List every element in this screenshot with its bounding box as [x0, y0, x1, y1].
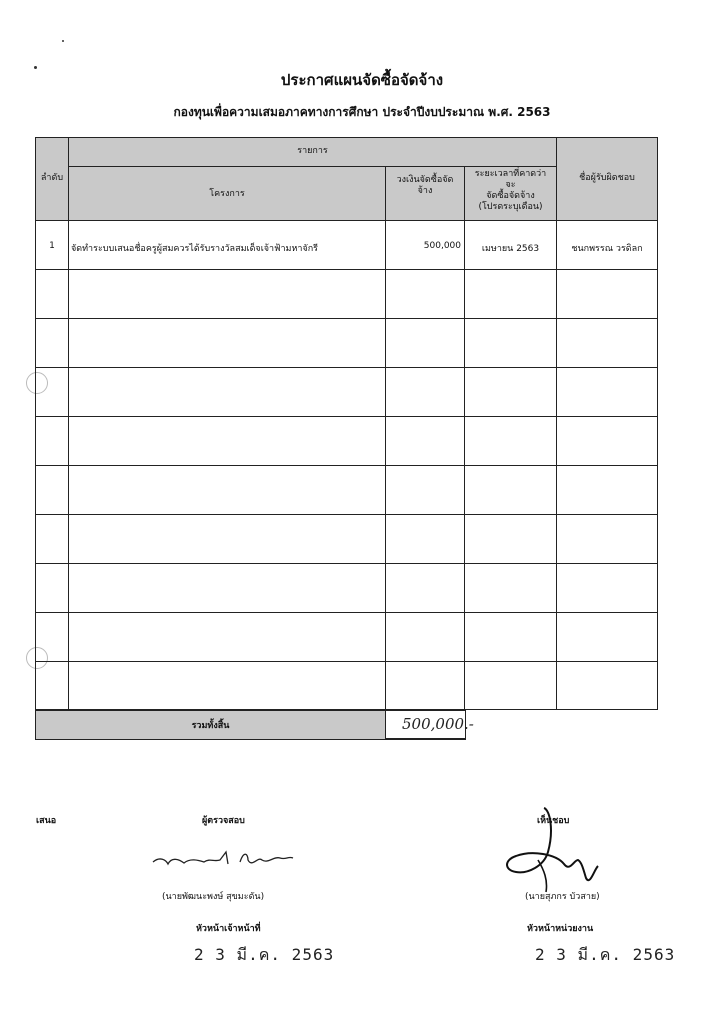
row-divider	[35, 269, 658, 270]
header-no: ลำดับ	[40, 173, 64, 183]
scan-speck	[62, 40, 64, 42]
approver-position: หัวหน้าหน่วยงาน	[527, 924, 594, 934]
total-value-handwritten: 500,000.-	[402, 715, 474, 733]
row-divider	[35, 416, 658, 417]
header-period	[464, 169, 557, 213]
header-budget-line1: วงเงินจัดซื้อจัด	[396, 175, 454, 185]
reviewer-signature	[148, 838, 298, 878]
approver-label: เห็นชอบ	[537, 816, 570, 826]
total-label: รวมทั้งสิ้น	[36, 711, 386, 739]
row-divider	[35, 612, 658, 613]
row-divider	[35, 367, 658, 368]
total-row	[35, 710, 474, 740]
reviewer-name: (นายพัฒนะพงษ์ สุขมะดัน)	[162, 892, 265, 902]
row-project: จัดทำระบบเสนอชื่อครูผู้สมควรได้รับรางวัลสมเด็จเจ้าฟ้ามหาจักรี	[71, 244, 318, 254]
header-items: รายการ	[297, 146, 328, 156]
header-period-line1: ระยะเวลาที่คาดว่า	[474, 169, 547, 179]
row-divider	[35, 514, 658, 515]
reviewer-date-stamp: 2 3 มี.ค. 2563	[194, 945, 335, 964]
row-divider	[35, 465, 658, 466]
procurement-table	[35, 137, 658, 710]
document-subtitle: กองทุนเพื่อความเสมอภาคทางการศึกษา ประจำปีงบประมาณ พ.ศ. 2563	[173, 105, 551, 119]
header-period-line4: (โปรดระบุเดือน)	[478, 202, 543, 212]
row-divider	[35, 318, 658, 319]
table-border	[35, 137, 658, 710]
header-budget-line2: จ้าง	[417, 186, 433, 196]
header-project: โครงการ	[209, 189, 245, 199]
approver-signature	[498, 800, 608, 900]
propose-label: เสนอ	[36, 816, 57, 826]
header-budget	[385, 175, 465, 197]
header-period-line2: จะ	[505, 180, 516, 190]
row-no: 1	[49, 241, 55, 251]
approver-name: (นายสุภกร บัวสาย)	[525, 892, 600, 902]
row-divider	[35, 563, 658, 564]
approver-date-stamp: 2 3 มี.ค. 2563	[535, 945, 676, 964]
document-title: ประกาศแผนจัดซื้อจัดจ้าง	[280, 71, 444, 89]
row-divider	[35, 661, 658, 662]
header-owner: ชื่อผู้รับผิดชอบ	[579, 173, 635, 183]
reviewer-label: ผู้ตรวจสอบ	[202, 816, 245, 826]
header-period-line3: จัดซื้อจัดจ้าง	[486, 191, 535, 201]
row-period: เมษายน 2563	[481, 244, 540, 254]
row-budget: 500,000	[423, 241, 461, 251]
reviewer-position: หัวหน้าเจ้าหน้าที่	[196, 924, 261, 934]
row-owner: ชนกพรรณ วรดิลก	[571, 244, 643, 254]
